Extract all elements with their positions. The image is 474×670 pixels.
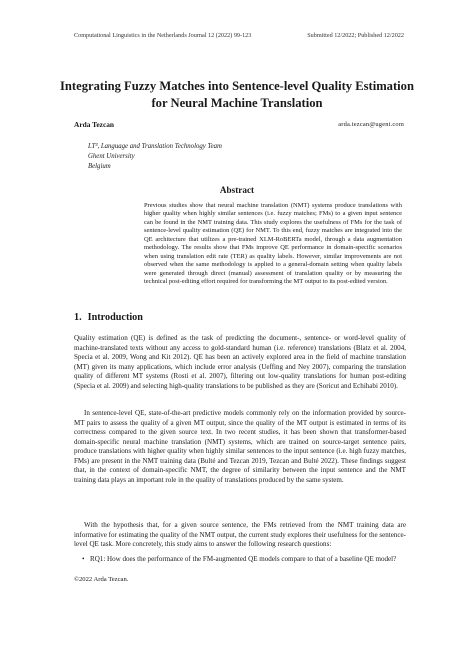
journal-header: Computational Linguistics in the Netherlands Journal 12 (2022) 99-123 — [74, 32, 252, 39]
affiliation-university: Ghent University — [88, 153, 135, 160]
research-question-text: RQ1: How does the performance of the FM-augmented QE models compare to that of a baseline QE model? — [90, 555, 397, 563]
section-title: Introduction — [87, 312, 143, 323]
research-question-item — [82, 555, 406, 565]
intro-paragraph-1: Quality estimation (QE) is defined as the task of predicting the document-, sentence- or word-level quality of machine-translated texts without any access to gold-standard human (i.e. reference) translations (Blatz et al. 2004, Specia et al. 2009, Wong and Kit 2012). QE has been an actively explored area in the field of machine translation (MT) given its many applications, which include error analysis (Ueffing and Ney 2007), comparing the translation quality of different MT systems (Rosti et al. 2007), filtering out low-quality translations for human post-editing (Specia et al. 2009) and selecting high-quality translations to be published as they are (Soricut and Echihabi 2010). — [74, 334, 406, 390]
copyright-notice: ©2022 Arda Tezcan. — [74, 576, 129, 583]
affiliation-country: Belgium — [88, 163, 111, 170]
bullet-icon: • — [82, 555, 85, 563]
section-heading — [74, 312, 143, 323]
intro-paragraph-3: With the hypothesis that, for a given source sentence, the FMs retrieved from the NMT training data are informative for estimating the quality of the NMT output, the current study explores their usefulness for the sentence-level QE task. More concretely, this study aims to answer the following research questions: — [74, 521, 406, 549]
abstract-text: Previous studies show that neural machine translation (NMT) systems produce translations with higher quality when highly similar sentences (i.e. fuzzy matches; FMs) to a given input sentence can be found in the NMT training data. This study explores the usefulness of FMs for the task of sentence-level quality estimation (QE) for NMT. To this end, fuzzy matches are integrated into the QE architecture that utilizes a pre-trained XLM-RoBERTa model, through a data augmentation methodology. The results show that FMs improve QE performance in domain-specific scenarios when using translation edit rate (TER) as quality labels. However, similar improvements are not observed when the same methodology is applied to a general-domain setting when quality labels were generated through direct (manual) assessment of translation quality or by measuring the technical post-editing effort required for transforming the MT output to its post-edited version. — [144, 202, 402, 286]
affiliation — [88, 142, 222, 172]
submission-dates: Submitted 12/2022; Published 12/2022 — [307, 32, 404, 39]
section-number: 1. — [74, 312, 82, 323]
author-email[interactable]: arda.tezcan@ugent.com — [338, 121, 404, 128]
affiliation-team: LT³, Language and Translation Technology Team — [88, 143, 222, 150]
paper-title: Integrating Fuzzy Matches into Sentence-level Quality Estimation for Neural Machine Translation — [60, 79, 414, 110]
intro-paragraph-2: In sentence-level QE, state-of-the-art predictive models commonly rely on the information provided by source-MT pairs to assess the quality of a given MT output, since the quality of the MT output is estimated in terms of its correctness compared to the given source text. In two recent studies, it has been shown that transformer-based domain-specific neural machine translation (NMT) systems, which are trained on source-target sentence pairs, produce translations with higher quality when highly similar sentences to the input sentence (i.e. high fuzzy matches, FMs) are present in the NMT training data (Bulté and Tezcan 2019, Tezcan and Bulté 2022). These findings suggest that, in the context of domain-specific NMT, the degree of similarity between the input sentence and the NMT training data plays an important role in the quality of translations produced by the same system. — [74, 409, 406, 484]
author-name: Arda Tezcan — [74, 120, 115, 129]
abstract-heading: Abstract — [219, 185, 255, 195]
